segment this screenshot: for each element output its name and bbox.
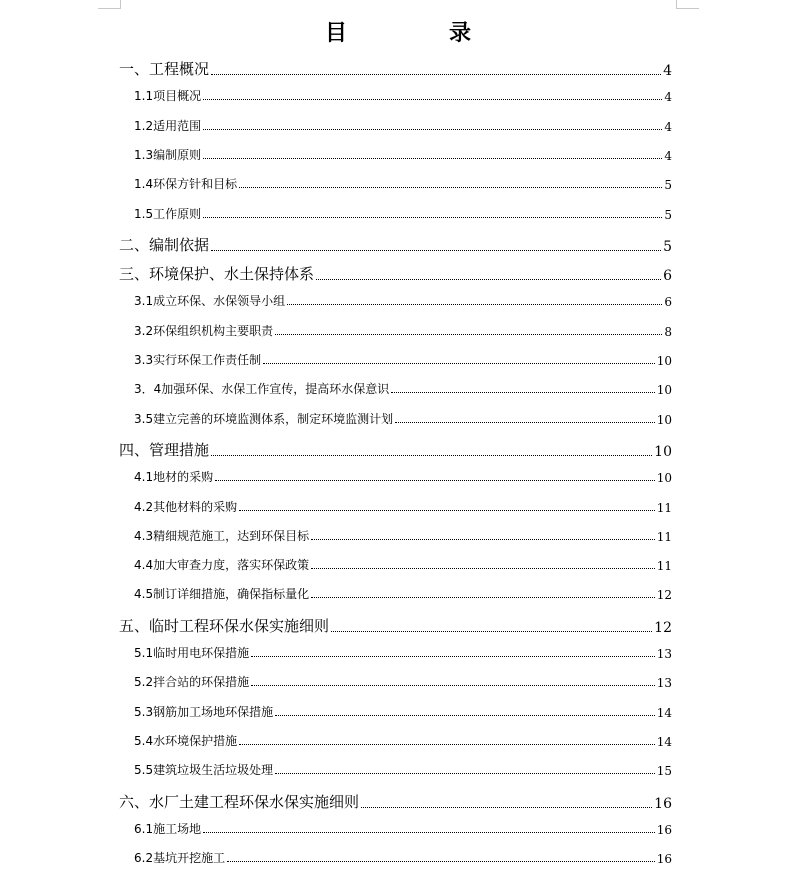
toc-dot-leader	[287, 304, 662, 305]
toc-chapter-entry[interactable]	[119, 791, 672, 812]
toc-entry-label: 5.1临时用电环保措施	[134, 646, 250, 660]
toc-section-entry[interactable]	[134, 410, 672, 427]
toc-section-entry[interactable]	[134, 117, 672, 134]
toc-page-number: 10	[656, 354, 672, 368]
page-corner-mark	[98, 0, 121, 9]
toc-section-entry[interactable]	[134, 761, 672, 778]
toc-entry-label: 4.3精细规范施工，达到环保目标	[134, 528, 310, 543]
toc-section-entry[interactable]	[134, 644, 672, 661]
toc-dot-leader	[227, 861, 655, 862]
toc-section-entry[interactable]	[134, 585, 672, 602]
toc-page-number: 4	[664, 119, 672, 134]
toc-page-number: 8	[664, 324, 672, 339]
toc-page-number: 14	[656, 705, 672, 720]
toc-dot-leader	[395, 422, 655, 423]
toc-dot-leader	[211, 455, 652, 456]
toc-dot-leader	[211, 250, 661, 251]
toc-entry-label: 4.4加大审查力度，落实环保政策	[134, 558, 310, 573]
toc-entry-label: 4.5制订详细措施，确保指标量化	[134, 587, 310, 602]
toc-section-entry[interactable]	[134, 146, 672, 163]
toc-page-number: 16	[656, 822, 672, 837]
toc-section-entry[interactable]	[134, 175, 672, 192]
toc-dot-leader	[215, 480, 655, 481]
toc-dot-leader	[239, 187, 662, 188]
toc-dot-leader	[203, 99, 662, 100]
toc-title: 目 录	[324, 20, 511, 46]
toc-section-entry[interactable]	[134, 468, 672, 485]
toc-page-number: 11	[656, 559, 672, 574]
toc-dot-leader	[275, 334, 662, 335]
toc-entry-label: 二、编制依据	[119, 235, 210, 254]
toc-section-entry[interactable]	[134, 322, 672, 339]
toc-page-number: 15	[656, 764, 672, 779]
toc-section-entry[interactable]	[134, 205, 672, 222]
toc-page-number: 10	[654, 443, 672, 460]
toc-page-number: 4	[663, 63, 672, 79]
toc-entry-label: 3．4加强环保、水保工作宣传，提高环水保意识	[134, 382, 390, 397]
toc-entry-label: 1.1项目概况	[134, 89, 202, 104]
toc-page-number: 5	[663, 238, 672, 255]
toc-chapter-entry[interactable]	[119, 439, 672, 460]
toc-dot-leader	[331, 631, 652, 632]
toc-entry-label: 四、管理措施	[119, 440, 210, 459]
toc-dot-leader	[211, 74, 661, 75]
toc-entry-label: 1.4环保方针和目标	[134, 177, 238, 192]
toc-section-entry[interactable]	[134, 498, 672, 515]
toc-entry-label: 5.3钢筋加工场地环保措施	[134, 704, 274, 719]
toc-chapter-entry[interactable]	[119, 58, 672, 79]
toc-chapter-entry[interactable]	[119, 263, 672, 284]
toc-dot-leader	[361, 807, 652, 808]
toc-entry-label: 6.2基坑开挖施工	[134, 851, 226, 866]
toc-dot-leader	[316, 279, 661, 280]
toc-entry-label: 三、环境保护、水土保持体系	[119, 265, 315, 284]
toc-entry-label: 1.5工作原则	[134, 206, 202, 221]
toc-dot-leader	[311, 568, 655, 569]
toc-section-entry[interactable]	[134, 527, 672, 544]
toc-page-number: 10	[656, 412, 672, 427]
toc-section-entry[interactable]	[134, 292, 672, 309]
toc-dot-leader	[275, 715, 655, 716]
toc-page-number: 10	[656, 383, 672, 398]
toc-dot-leader	[203, 129, 662, 130]
toc-chapter-entry[interactable]	[119, 615, 672, 636]
toc-page-number: 14	[656, 734, 672, 749]
toc-entry-label: 1.3编制原则	[134, 147, 202, 162]
toc-entry-label: 3.5建立完善的环境监测体系，制定环境监测计划	[134, 411, 394, 426]
toc-dot-leader	[391, 392, 654, 393]
toc-page-number: 13	[656, 647, 672, 661]
toc-entry-label: 六、水厂土建工程环保水保实施细则	[119, 792, 360, 811]
toc-entry-label: 1.2适用范围	[134, 118, 202, 133]
toc-section-entry[interactable]	[134, 87, 672, 104]
toc-dot-leader	[311, 597, 655, 598]
toc-entry-label: 五、临时工程环保水保实施细则	[119, 616, 330, 635]
toc-page-number: 4	[664, 90, 672, 105]
toc-dot-leader	[251, 656, 655, 657]
toc-dot-leader	[203, 158, 662, 159]
toc-page-number: 12	[656, 588, 672, 603]
page-corner-mark	[676, 0, 699, 9]
toc-dot-leader	[311, 539, 655, 540]
toc-dot-leader	[203, 217, 662, 218]
toc-entry-label: 5.2拌合站的环保措施	[134, 675, 250, 690]
toc-entry-label: 4.2其他材料的采购	[134, 499, 238, 514]
toc-page-number: 11	[656, 500, 672, 515]
toc-page-number: 5	[664, 178, 672, 193]
toc-entry-label: 5.5建筑垃圾生活垃圾处理	[134, 763, 274, 778]
toc-dot-leader	[251, 685, 655, 686]
toc-section-entry[interactable]	[134, 351, 672, 368]
toc-entry-label: 4.1地材的采购	[134, 470, 214, 485]
toc-page-number: 16	[656, 852, 672, 867]
toc-section-entry[interactable]	[134, 673, 672, 690]
toc-page-number: 12	[654, 619, 672, 636]
toc-dot-leader	[239, 510, 655, 511]
toc-page-number: 6	[664, 295, 672, 310]
toc-dot-leader	[203, 832, 655, 833]
toc-section-entry[interactable]	[134, 820, 672, 837]
toc-section-entry[interactable]	[134, 732, 672, 749]
toc-entry-label: 一、工程概况	[119, 60, 210, 78]
toc-page-number: 11	[656, 529, 672, 544]
toc-page-number: 10	[656, 471, 672, 486]
toc-dot-leader	[239, 744, 655, 745]
toc-section-entry[interactable]	[134, 556, 672, 573]
toc-dot-leader	[275, 773, 655, 774]
toc-page-number: 13	[656, 676, 672, 691]
toc-page-number: 6	[663, 268, 672, 285]
toc-section-entry[interactable]	[134, 703, 672, 720]
toc-entry-label: 3.1成立环保、水保领导小组	[134, 294, 286, 309]
toc-dot-leader	[263, 363, 655, 364]
toc-page-number: 16	[654, 795, 672, 812]
toc-entry-label: 6.1施工场地	[134, 821, 202, 836]
toc-chapter-entry[interactable]	[119, 234, 672, 255]
toc-entry-label: 5.4水环境保护措施	[134, 733, 238, 748]
toc-entry-label: 3.3实行环保工作责任制	[134, 353, 262, 367]
toc-section-entry[interactable]	[134, 849, 672, 866]
toc-entry-label: 3.2环保组织机构主要职责	[134, 323, 274, 338]
toc-page-number: 5	[664, 207, 672, 222]
toc-section-entry[interactable]	[134, 380, 672, 397]
toc-page-number: 4	[664, 148, 672, 163]
